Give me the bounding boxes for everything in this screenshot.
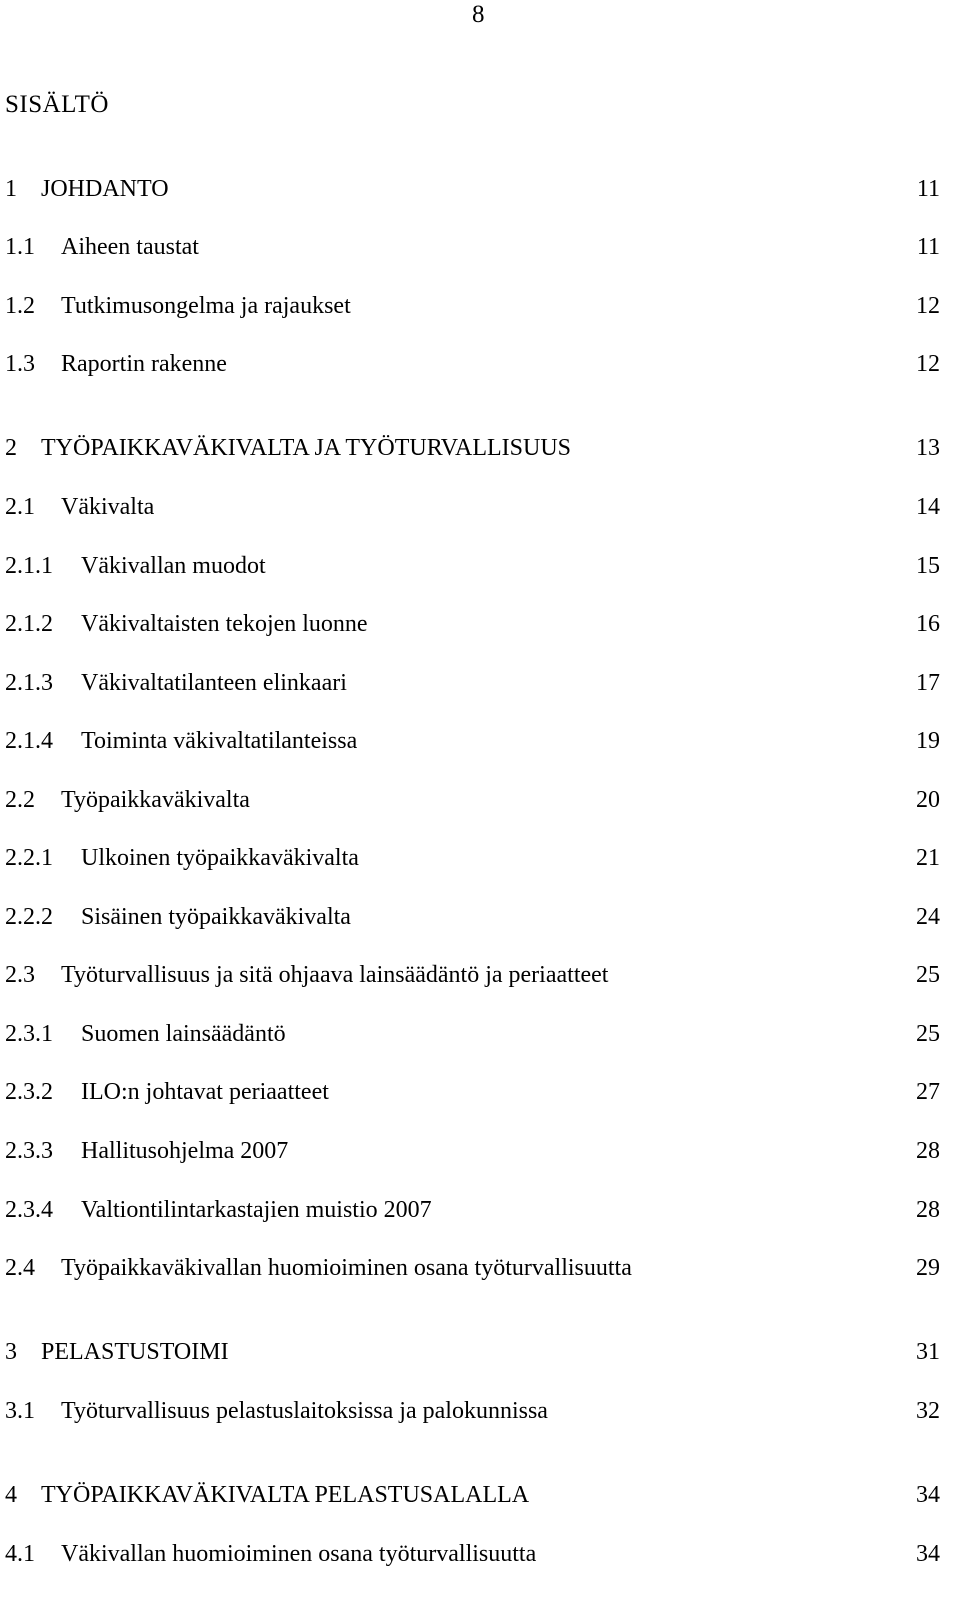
- toc-entry[interactable]: [5, 1396, 940, 1426]
- toc-entry[interactable]: [5, 174, 940, 204]
- toc-entry-page: 31: [916, 1339, 940, 1365]
- toc-entry-page: 14: [916, 494, 940, 520]
- toc-entry-title: Työpaikkaväkivalta: [61, 787, 250, 813]
- toc-entry[interactable]: [5, 1253, 940, 1283]
- toc-entry-number: 2.2.2: [5, 904, 53, 930]
- toc-entry[interactable]: [5, 232, 940, 262]
- toc-entry-page: 29: [916, 1255, 940, 1281]
- toc-entry[interactable]: [5, 843, 940, 873]
- toc-entry[interactable]: [5, 551, 940, 581]
- toc-entry-title: Suomen lainsäädäntö: [81, 1021, 286, 1047]
- toc-entry[interactable]: [5, 668, 940, 698]
- toc-entry-page: 11: [916, 176, 940, 202]
- toc-entry-title: JOHDANTO: [41, 176, 169, 202]
- toc-entry-title: Ulkoinen työpaikkaväkivalta: [81, 845, 359, 871]
- page-title: SISÄLTÖ: [5, 91, 109, 118]
- toc-entry-page: 24: [916, 904, 940, 930]
- toc-entry[interactable]: [5, 1337, 940, 1367]
- toc-entry[interactable]: [5, 1195, 940, 1225]
- toc-entry-page: 25: [916, 962, 940, 988]
- toc-entry-title: ILO:n johtavat periaatteet: [81, 1079, 329, 1105]
- toc-entry[interactable]: [5, 1539, 940, 1569]
- toc-entry-title: Hallitusohjelma 2007: [81, 1138, 289, 1164]
- toc-entry-number: 3: [5, 1339, 17, 1365]
- toc-entry-title: Työturvallisuus pelastuslaitoksissa ja palokunnissa: [61, 1398, 548, 1424]
- toc-entry-number: 3.1: [5, 1398, 35, 1424]
- toc-entry-number: 2.2: [5, 787, 35, 813]
- toc-entry-number: 4: [5, 1482, 17, 1508]
- toc-entry[interactable]: [5, 960, 940, 990]
- toc-entry[interactable]: [5, 902, 940, 932]
- toc-entry-title: Väkivaltaisten tekojen luonne: [81, 611, 368, 637]
- toc-entry-number: 2.1: [5, 494, 35, 520]
- toc-entry-number: 1.2: [5, 293, 35, 319]
- toc-entry[interactable]: [5, 1019, 940, 1049]
- toc-entry-number: 2.3.2: [5, 1079, 53, 1105]
- toc-entry-number: 1.3: [5, 351, 35, 377]
- toc-entry-title: Väkivalta: [61, 494, 155, 520]
- toc-entry-title: Väkivallan huomioiminen osana työturvallisuutta: [61, 1541, 537, 1567]
- toc-entry[interactable]: [5, 1077, 940, 1107]
- toc-entry[interactable]: [5, 1136, 940, 1166]
- toc-entry[interactable]: [5, 1480, 940, 1510]
- toc-entry-number: 2.3.3: [5, 1138, 53, 1164]
- toc-entry-title: TYÖPAIKKAVÄKIVALTA JA TYÖTURVALLISUUS: [41, 435, 572, 461]
- toc-entry-number: 2.1.3: [5, 670, 53, 696]
- toc-entry-title: Työturvallisuus ja sitä ohjaava lainsäädäntö ja periaatteet: [61, 962, 609, 988]
- toc-entry-page: 11: [916, 234, 940, 260]
- toc-entry-page: 27: [916, 1079, 940, 1105]
- toc-entry-title: Toiminta väkivaltatilanteissa: [81, 728, 358, 754]
- toc-entry-number: 2.3.1: [5, 1021, 53, 1047]
- toc-entry-number: 2: [5, 435, 17, 461]
- toc-entry[interactable]: [5, 785, 940, 815]
- toc-entry[interactable]: [5, 433, 940, 463]
- toc-entry-page: 25: [916, 1021, 940, 1047]
- toc-entry-title: Tutkimusongelma ja rajaukset: [61, 293, 351, 319]
- toc-entry-page: 32: [916, 1398, 940, 1424]
- toc-entry-page: 12: [916, 351, 940, 377]
- toc-entry[interactable]: [5, 726, 940, 756]
- toc-entry[interactable]: [5, 492, 940, 522]
- toc-entry-page: 34: [916, 1541, 940, 1567]
- toc-entry-page: 17: [916, 670, 940, 696]
- toc-entry-number: 2.4: [5, 1255, 35, 1281]
- toc-entry-page: 16: [916, 611, 940, 637]
- toc-entry-page: 12: [916, 293, 940, 319]
- toc-entry[interactable]: [5, 349, 940, 379]
- toc-entry-number: 2.1.4: [5, 728, 53, 754]
- toc-entry-title: Työpaikkaväkivallan huomioiminen osana työturvallisuutta: [61, 1255, 632, 1281]
- toc-entry-title: Raportin rakenne: [61, 351, 227, 377]
- toc-entry-number: 2.3: [5, 962, 35, 988]
- toc-entry-title: PELASTUSTOIMI: [41, 1339, 229, 1365]
- toc-entry-number: 1: [5, 176, 17, 202]
- toc-entry-page: 15: [916, 553, 940, 579]
- toc-entry-number: 2.2.1: [5, 845, 53, 871]
- toc-entry-page: 20: [916, 787, 940, 813]
- toc-entry-title: Valtiontilintarkastajien muistio 2007: [81, 1197, 432, 1223]
- toc-entry-number: 2.1.2: [5, 611, 53, 637]
- toc-entry-title: Sisäinen työpaikkaväkivalta: [81, 904, 351, 930]
- toc-entry-title: Aiheen taustat: [61, 234, 199, 260]
- toc-entry-page: 13: [916, 435, 940, 461]
- toc-entry-page: 21: [916, 845, 940, 871]
- toc-entry-number: 2.1.1: [5, 553, 53, 579]
- toc-entry-page: 28: [916, 1197, 940, 1223]
- toc-entry-page: 34: [916, 1482, 940, 1508]
- toc-entry-title: TYÖPAIKKAVÄKIVALTA PELASTUSALALLA: [41, 1482, 530, 1508]
- toc-entry-number: 4.1: [5, 1541, 35, 1567]
- toc-entry-number: 1.1: [5, 234, 35, 260]
- toc-entry-number: 2.3.4: [5, 1197, 53, 1223]
- toc-entry-page: 19: [916, 728, 940, 754]
- toc-entry-title: Väkivallan muodot: [81, 553, 266, 579]
- page-number: 8: [472, 1, 485, 28]
- toc-entry[interactable]: [5, 291, 940, 321]
- toc-entry-page: 28: [916, 1138, 940, 1164]
- toc-entry-title: Väkivaltatilanteen elinkaari: [81, 670, 347, 696]
- toc-entry[interactable]: [5, 609, 940, 639]
